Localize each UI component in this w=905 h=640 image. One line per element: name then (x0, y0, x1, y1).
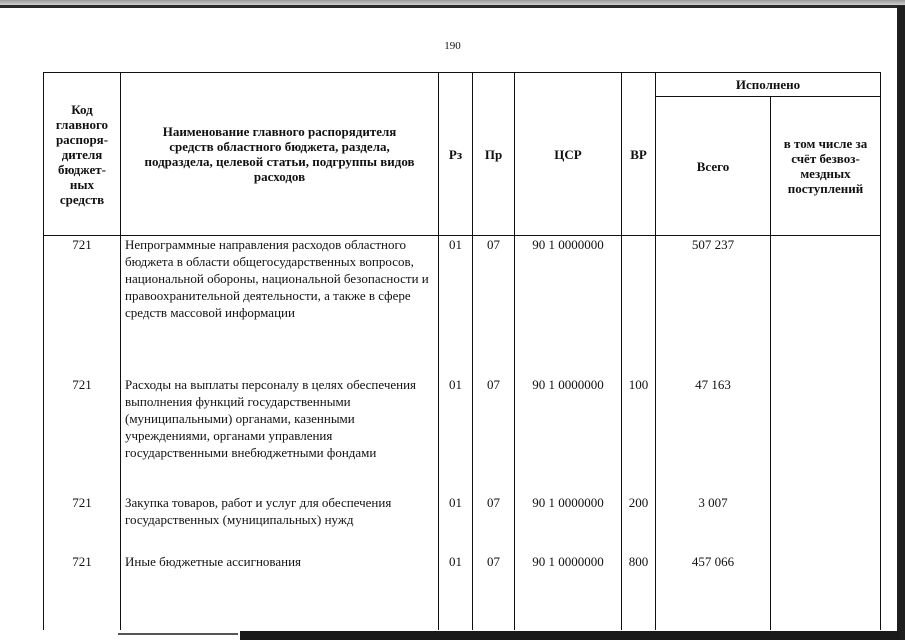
table-row (44, 553, 881, 630)
row-csr: 90 1 0000000 (515, 376, 622, 494)
row-csr: 90 1 0000000 (515, 494, 622, 553)
row-pr: 07 (473, 236, 515, 376)
header-name: Наименование главного распорядителя средств областного бюджета, раздела, подраздела, целевой статьи, подгруппы видов расходов (121, 73, 439, 236)
row-name: Непрограммные направления расходов областного бюджета в области общегосударственных вопросов, национальной обороны, национальной безопасности и правоохранительной деятельности, а также в сфере средств массовой информации (121, 236, 439, 376)
table-row (44, 376, 881, 494)
header-vr: ВР (622, 73, 656, 236)
row-rz: 01 (439, 553, 473, 630)
row-total: 507 237 (656, 236, 771, 376)
header-csr: ЦСР (515, 73, 622, 236)
table-row (44, 494, 881, 553)
row-vr (622, 236, 656, 376)
table-row (44, 236, 881, 376)
header-gratuitous: в том числе за счёт безвоз-мездных поступлений (771, 97, 881, 236)
row-gratuitous (771, 494, 881, 553)
row-code: 721 (44, 236, 121, 376)
row-total: 457 066 (656, 553, 771, 630)
header-code: Код главного распоря-дителя бюджет-ных средств (44, 73, 121, 236)
row-total: 3 007 (656, 494, 771, 553)
row-csr: 90 1 0000000 (515, 236, 622, 376)
header-executed: Исполнено (656, 73, 881, 97)
row-code: 721 (44, 553, 121, 630)
row-rz: 01 (439, 236, 473, 376)
row-total: 47 163 (656, 376, 771, 494)
scan-edge-top-shadow (0, 5, 905, 8)
row-vr: 800 (622, 553, 656, 630)
scan-edge-right (897, 6, 905, 640)
budget-execution-table (43, 72, 881, 630)
row-code: 721 (44, 494, 121, 553)
row-pr: 07 (473, 494, 515, 553)
row-gratuitous (771, 553, 881, 630)
row-name: Расходы на выплаты персоналу в целях обеспечения выполнения функций государственными (муниципальными) органами, казенными учреждениями, органами управления государственными внебюджетными фондами (121, 376, 439, 494)
row-vr: 200 (622, 494, 656, 553)
row-name: Иные бюджетные ассигнования (121, 553, 439, 630)
row-gratuitous (771, 236, 881, 376)
page-number: 190 (444, 40, 461, 52)
row-code: 721 (44, 376, 121, 494)
row-csr: 90 1 0000000 (515, 553, 622, 630)
scan-edge-bottom-left (118, 633, 238, 635)
row-vr: 100 (622, 376, 656, 494)
row-rz: 01 (439, 494, 473, 553)
row-rz: 01 (439, 376, 473, 494)
header-rz: Рз (439, 73, 473, 236)
row-name: Закупка товаров, работ и услуг для обеспечения государственных (муниципальных) нужд (121, 494, 439, 553)
header-total: Всего (656, 97, 771, 236)
row-gratuitous (771, 376, 881, 494)
row-pr: 07 (473, 553, 515, 630)
scan-edge-bottom (240, 631, 900, 640)
header-pr: Пр (473, 73, 515, 236)
row-pr: 07 (473, 376, 515, 494)
